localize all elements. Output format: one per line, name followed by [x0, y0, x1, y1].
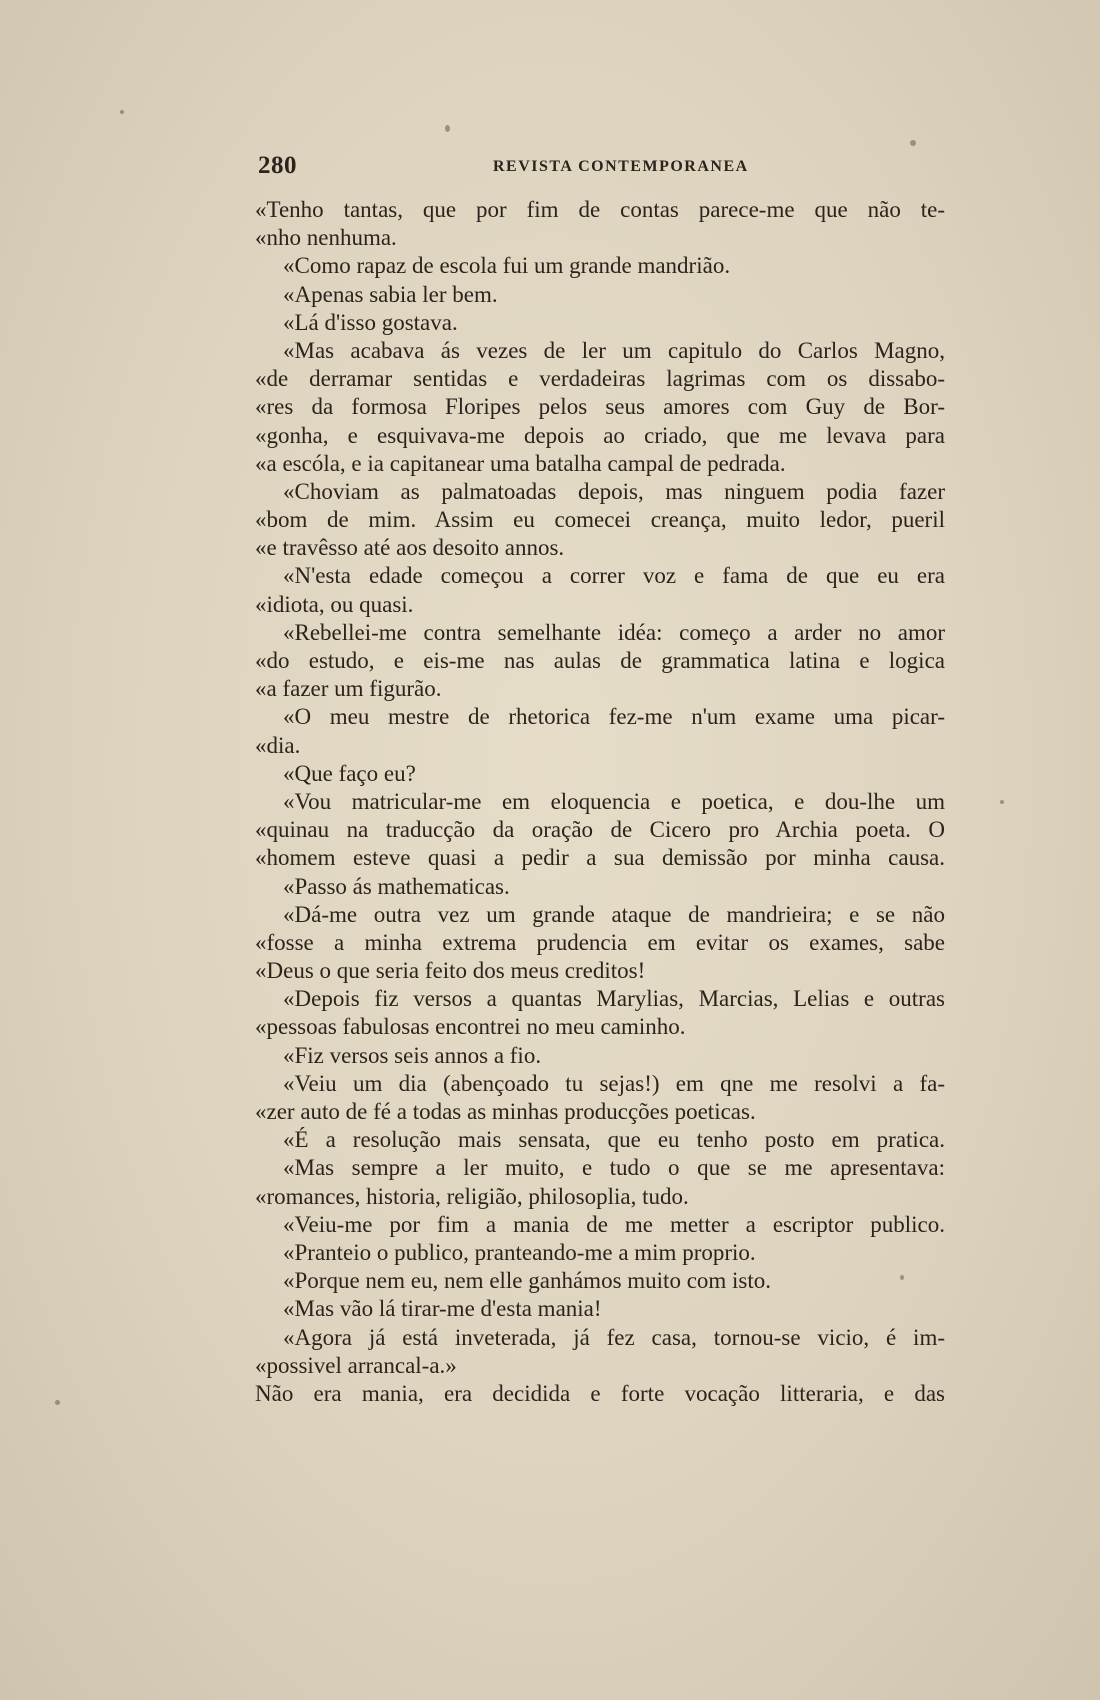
text-line: «e travêsso até aos desoito annos.	[255, 535, 565, 561]
text-line: «possivel arrancal-a.»	[255, 1352, 457, 1378]
text-line: «Tenho tantas, que por fim de contas parece-me que não te-	[255, 197, 945, 222]
text-line: «Passo ás mathematicas.	[283, 873, 510, 899]
text-line: «Rebellei-me contra semelhante idéa: começo a arder no amor	[283, 619, 945, 645]
text-line: «gonha, e esquivava-me depois ao criado, que me levava para	[255, 422, 945, 448]
text-line: «a fazer um figurão.	[255, 676, 442, 702]
text-line: «Veiu um dia (abençoado tu sejas!) em qne me resolvi a fa-	[283, 1070, 945, 1096]
text-line: «Mas acabava ás vezes de ler um capitulo do Carlos Magno,	[283, 337, 945, 363]
ink-speck	[910, 140, 916, 146]
ink-speck	[445, 125, 450, 132]
ink-speck	[120, 110, 124, 114]
text-line: «a escóla, e ia capitanear uma batalha campal de pedrada.	[255, 450, 786, 476]
text-line: «Agora já está inveterada, já fez casa, tornou-se vicio, é im-	[283, 1324, 945, 1350]
text-line: «Mas vão lá tirar-me d'esta mania!	[283, 1296, 602, 1322]
text-line: «nho nenhuma.	[255, 225, 397, 251]
text-line: «do estudo, e eis-me nas aulas de grammatica latina e logica	[255, 648, 945, 673]
page-header	[258, 152, 946, 184]
text-line: «Mas sempre a ler muito, e tudo o que se me apresentava:	[283, 1155, 945, 1181]
text-line: «fosse a minha extrema prudencia em evitar os exames, sabe	[255, 929, 945, 955]
text-line: «Como rapaz de escola fui um grande mandrião.	[283, 253, 731, 279]
text-line: «Lá d'isso gostava.	[283, 309, 458, 335]
text-line: «Deus o que seria feito dos meus creditos!	[255, 958, 646, 984]
running-title: REVISTA CONTEMPORANEA	[493, 158, 749, 175]
text-line: «zer auto de fé a todas as minhas producções poeticas.	[255, 1099, 756, 1124]
text-line: «O meu mestre de rhetorica fez-me n'um exame uma picar-	[283, 704, 945, 730]
body-text	[255, 196, 945, 1408]
text-line: «homem esteve quasi a pedir a sua demissão por minha causa.	[255, 845, 945, 871]
text-line: «dia.	[255, 732, 301, 758]
page-number: 280	[258, 152, 297, 179]
text-line: «Fiz versos seis annos a fio.	[283, 1042, 542, 1068]
text-line: «É a resolução mais sensata, que eu tenho posto em pratica.	[283, 1127, 945, 1153]
text-line: Não era mania, era decidida e forte vocação litteraria, e das	[255, 1380, 945, 1406]
text-line: «de derramar sentidas e verdadeiras lagrimas com os dissabo-	[255, 366, 945, 392]
ink-speck	[1000, 800, 1004, 804]
text-line: «Dá-me outra vez um grande ataque de mandrieira; e se não	[283, 901, 945, 927]
text-line: «bom de mim. Assim eu comecei creança, muito ledor, pueril	[255, 507, 945, 533]
text-line: «Porque nem eu, nem elle ganhámos muito com isto.	[283, 1268, 772, 1294]
text-line: «Apenas sabia ler bem.	[283, 281, 498, 307]
text-line: «Choviam as palmatoadas depois, mas ninguem podia fazer	[283, 478, 945, 504]
text-line: «Que faço eu?	[283, 760, 416, 786]
text-line: «Vou matricular-me em eloquencia e poetica, e dou-lhe um	[283, 788, 945, 814]
text-line: «res da formosa Floripes pelos seus amores com Guy de Bor-	[255, 394, 945, 420]
text-line: «N'esta edade começou a correr voz e fama de que eu era	[283, 563, 945, 589]
text-line: «idiota, ou quasi.	[255, 591, 414, 617]
text-line: «Depois fiz versos a quantas Marylias, Marcias, Lelias e outras	[283, 986, 945, 1012]
ink-speck	[55, 1400, 60, 1405]
text-line: «Pranteio o publico, pranteando-me a mim proprio.	[283, 1239, 756, 1265]
text-line: «pessoas fabulosas encontrei no meu caminho.	[255, 1014, 686, 1040]
text-line: «quinau na traducção da oração de Cicero pro Archia poeta. O	[255, 817, 945, 843]
text-line: «Veiu-me por fim a mania de me metter a escriptor publico.	[283, 1211, 945, 1237]
text-line: «romances, historia, religião, philosoplia, tudo.	[255, 1183, 689, 1209]
